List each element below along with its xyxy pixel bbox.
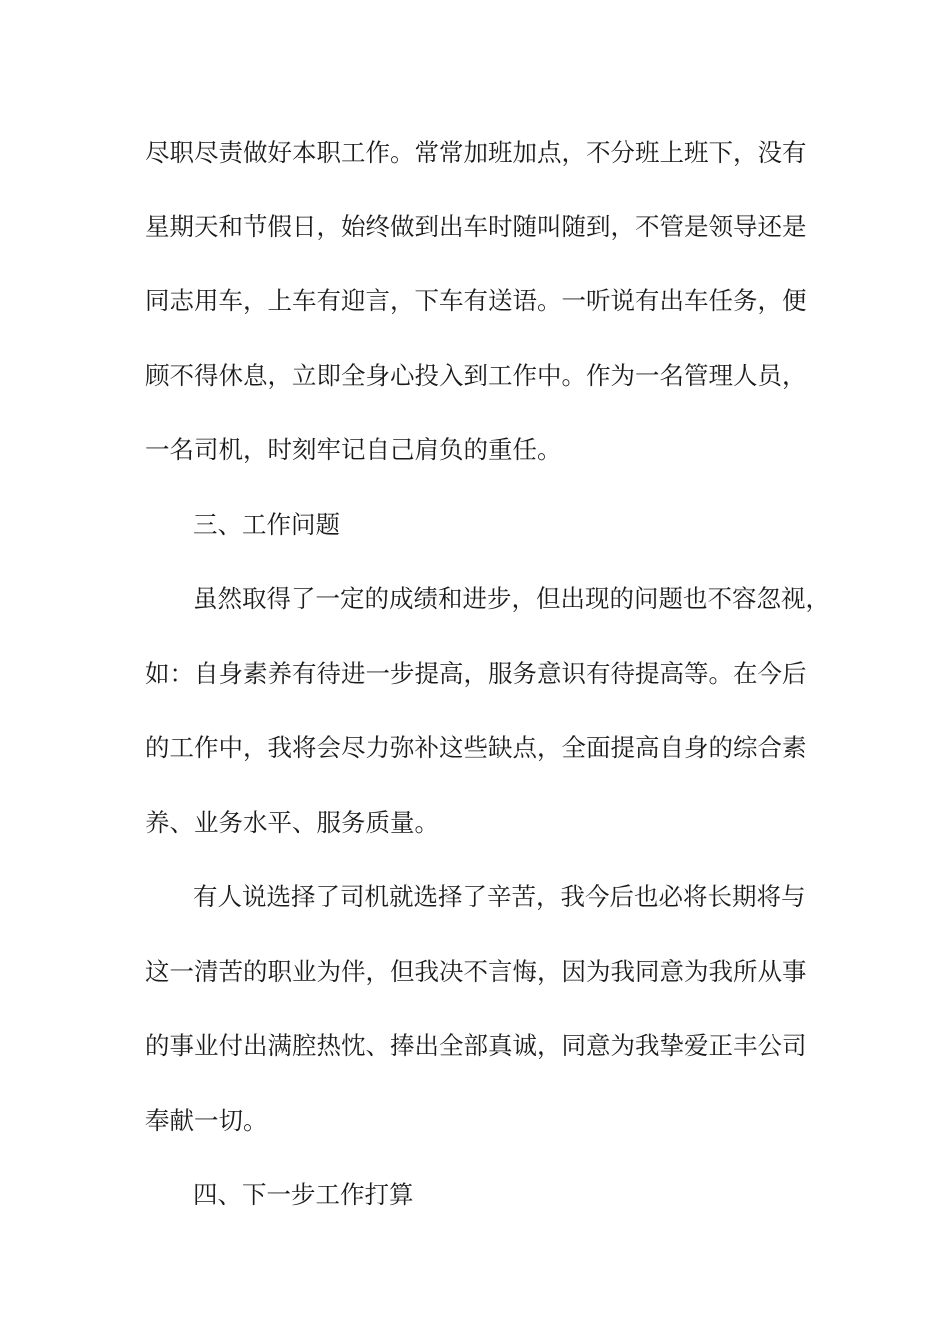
body-text-line: 星期天和节假日，始终做到出车时随叫随到，不管是领导还是 [145, 212, 807, 241]
paragraph-first-line: 虽然取得了一定的成绩和进步，但出现的问题也不容忽视， [193, 584, 830, 613]
body-text-line: 的事业付出满腔热忱、捧出全部真诚，同意为我挚爱正丰公司 [145, 1031, 807, 1060]
body-text-line: 尽职尽责做好本职工作。常常加班加点，不分班上班下，没有 [145, 138, 807, 167]
body-text-line: 顾不得休息，立即全身心投入到工作中。作为一名管理人员， [145, 361, 807, 390]
section-heading: 四、下一步工作打算 [193, 1180, 414, 1209]
paragraph-first-line: 有人说选择了司机就选择了辛苦，我今后也必将长期将与 [193, 882, 806, 911]
body-text-line: 养、业务水平、服务质量。 [145, 808, 439, 837]
body-text-line: 如：自身素养有待进一步提高，服务意识有待提高等。在今后 [145, 659, 807, 688]
body-text-line: 奉献一切。 [145, 1106, 268, 1135]
section-heading: 三、工作问题 [193, 510, 340, 539]
body-text-line: 一名司机，时刻牢记自己肩负的重任。 [145, 435, 562, 464]
body-text-line: 同志用车，上车有迎言，下车有送语。一听说有出车任务，便 [145, 286, 807, 315]
body-text-line: 的工作中，我将会尽力弥补这些缺点，全面提高自身的综合素 [145, 733, 807, 762]
body-text-line: 这一清苦的职业为伴，但我决不言悔，因为我同意为我所从事 [145, 957, 807, 986]
